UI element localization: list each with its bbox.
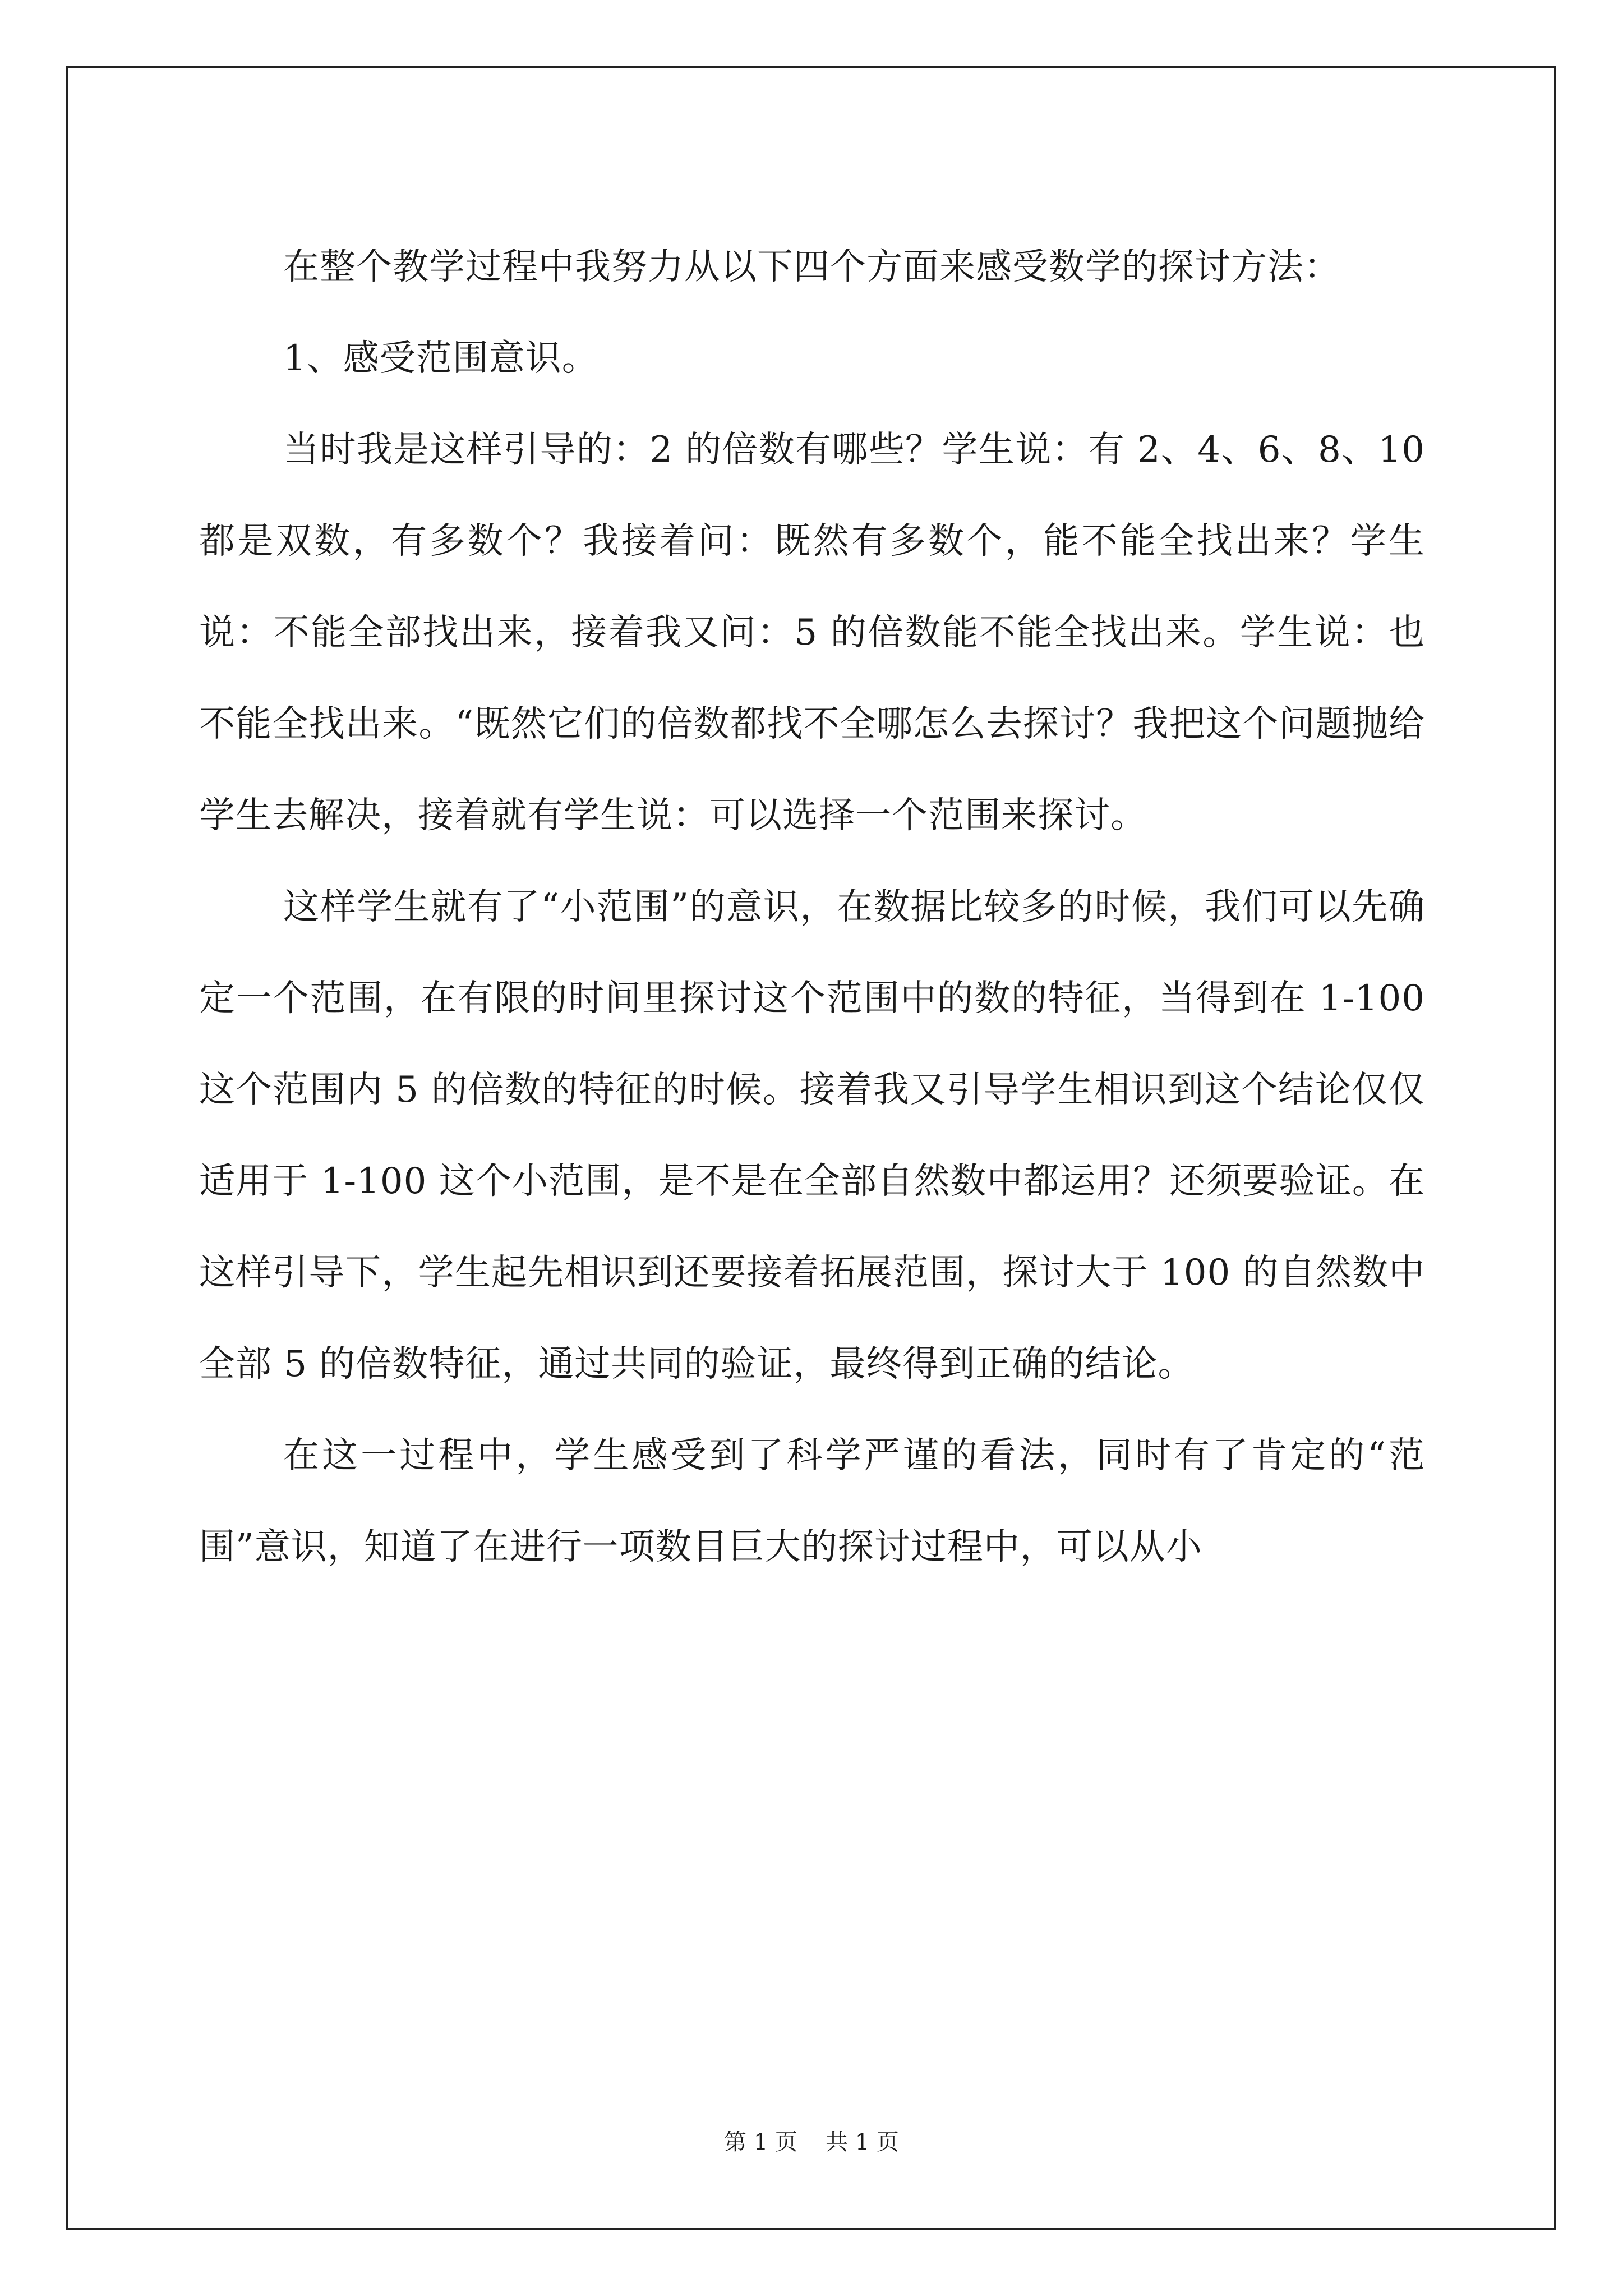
page-footer bbox=[0, 2124, 1623, 2156]
paragraph-range-awareness: 这样学生就有了“小范围”的意识，在数据比较多的时候，我们可以先确定一个范围，在有限的时间里探讨这个范围中的数的特征，当得到在 1-100 这个范围内 5 的倍数的特征的时候。接着我又引导学生相识到这个结论仅仅适用于 1-100 这个小范围，是不是在全部自然数中都运用？还须要验证。在这样引导下，学生起先相识到还要接着拓展范围，探讨大于 100 的自然数中全部 5 的倍数特征，通过共同的验证，最终得到正确的结论。 bbox=[199, 886, 1425, 1385]
page-total: 共 1 页 bbox=[826, 2129, 899, 2155]
page-number: 第 1 页 bbox=[724, 2129, 797, 2155]
paragraph-intro: 在整个教学过程中我努力从以下四个方面来感受数学的探讨方法： bbox=[283, 246, 1340, 288]
paragraph-dialogue: 当时我是这样引导的：2 的倍数有哪些？学生说：有 2、4、6、8、10 都是双数，有多数个？我接着问：既然有多数个，能不能全找出来？学生说：不能全部找出来，接着我又问：5 的倍数能不能全找出来。学生说：也不能全找出来。“既然它们的倍数都找不全哪怎么去探讨？我把这个问题抛给学生去解决，接着就有学生说：可以选择一个范围来探讨。 bbox=[199, 429, 1425, 836]
document-body bbox=[199, 222, 1425, 1593]
paragraph-heading-1: 1、感受范围意识。 bbox=[283, 338, 598, 379]
paragraph-conclusion: 在这一过程中，学生感受到了科学严谨的看法，同时有了肯定的“范围”意识，知道了在进行一项数目巨大的探讨过程中，可以从小 bbox=[199, 1435, 1425, 1568]
